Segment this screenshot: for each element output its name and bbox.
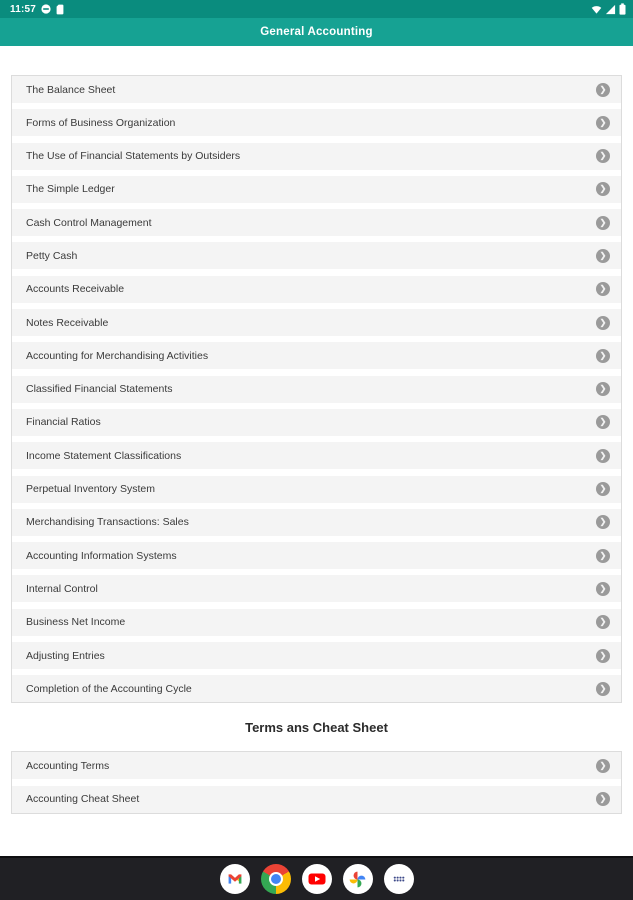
content: [0, 46, 633, 814]
chevron-right-icon: ❯: [596, 316, 610, 330]
list-item[interactable]: [12, 76, 621, 103]
list-item-label: Financial Ratios: [26, 416, 101, 429]
list-item-label: Petty Cash: [26, 249, 78, 262]
list-item-label: The Use of Financial Statements by Outsiders: [26, 150, 241, 163]
list-item[interactable]: [12, 642, 621, 669]
chevron-right-icon: ❯: [596, 615, 610, 629]
section-heading: Terms ans Cheat Sheet: [245, 720, 388, 736]
clock-text: 11:57: [10, 3, 37, 15]
list-item[interactable]: [12, 442, 621, 469]
screenshot-notification-icon: [56, 4, 64, 15]
chevron-right-icon: ❯: [596, 382, 610, 396]
list-item[interactable]: [12, 409, 621, 436]
list-item[interactable]: [12, 276, 621, 303]
signal-icon: [605, 4, 616, 15]
chevron-right-icon: ❯: [596, 83, 610, 97]
dock: [0, 856, 633, 900]
list-item[interactable]: [12, 109, 621, 136]
list-item[interactable]: [12, 509, 621, 536]
list-item[interactable]: [12, 786, 621, 813]
chevron-right-icon: ❯: [596, 515, 610, 529]
list-item-label: Accounting Cheat Sheet: [26, 793, 140, 806]
list-item-label: Internal Control: [26, 582, 98, 595]
list-item[interactable]: [12, 542, 621, 569]
list-item-label: Accounting Terms: [26, 759, 110, 772]
status-bar-right: [591, 3, 626, 15]
chrome-icon-center: [271, 874, 281, 884]
list-item[interactable]: [12, 176, 621, 203]
app-bar: [0, 18, 633, 46]
google-photos-icon[interactable]: [343, 864, 373, 894]
chevron-right-icon: ❯: [596, 282, 610, 296]
list-item-label: Cash Control Management: [26, 216, 152, 229]
list-item-label: Adjusting Entries: [26, 649, 105, 662]
status-bar: [0, 0, 633, 18]
list-item-label: Merchandising Transactions: Sales: [26, 516, 189, 529]
list-item[interactable]: [12, 376, 621, 403]
list-item-label: Completion of the Accounting Cycle: [26, 682, 192, 695]
list-item-label: Perpetual Inventory System: [26, 483, 155, 496]
list-item[interactable]: [12, 309, 621, 336]
chevron-right-icon: ❯: [596, 249, 610, 263]
chevron-right-icon: ❯: [596, 549, 610, 563]
chevron-right-icon: ❯: [596, 759, 610, 773]
chevron-right-icon: ❯: [596, 582, 610, 596]
app-drawer-icon[interactable]: [384, 864, 414, 894]
chevron-right-icon: ❯: [596, 649, 610, 663]
list-item-label: Accounting for Merchandising Activities: [26, 349, 209, 362]
list-item-label: The Balance Sheet: [26, 83, 116, 96]
chevron-right-icon: ❯: [596, 116, 610, 130]
chevron-right-icon: ❯: [596, 682, 610, 696]
list-item[interactable]: [12, 675, 621, 702]
chevron-right-icon: ❯: [596, 216, 610, 230]
list-item-label: Notes Receivable: [26, 316, 109, 329]
chevron-right-icon: ❯: [596, 449, 610, 463]
chevron-right-icon: ❯: [596, 149, 610, 163]
list-item-label: Accounting Information Systems: [26, 549, 177, 562]
wifi-icon: [591, 4, 602, 15]
list-item[interactable]: [12, 209, 621, 236]
chevron-right-icon: ❯: [596, 415, 610, 429]
chevron-right-icon: ❯: [596, 182, 610, 196]
list-item-label: Accounts Receivable: [26, 283, 125, 296]
list-item[interactable]: [12, 242, 621, 269]
list-item[interactable]: [12, 476, 621, 503]
list-item-label: Income Statement Classifications: [26, 449, 182, 462]
chevron-right-icon: ❯: [596, 792, 610, 806]
battery-icon: [619, 3, 626, 15]
youtube-icon[interactable]: [302, 864, 332, 894]
list-item-label: Classified Financial Statements: [26, 383, 173, 396]
list-item[interactable]: [12, 609, 621, 636]
list-item-label: Business Net Income: [26, 616, 126, 629]
chevron-right-icon: ❯: [596, 349, 610, 363]
chrome-icon[interactable]: [261, 864, 291, 894]
list-item[interactable]: [12, 752, 621, 779]
list-item-label: Forms of Business Organization: [26, 116, 176, 129]
do-not-disturb-icon: [41, 4, 51, 14]
list-item[interactable]: [12, 342, 621, 369]
topics-list: [11, 75, 622, 703]
list-item[interactable]: [12, 143, 621, 170]
list-item[interactable]: [12, 575, 621, 602]
chevron-right-icon: ❯: [596, 482, 610, 496]
status-bar-left: [10, 4, 64, 15]
gmail-icon[interactable]: [220, 864, 250, 894]
page-title: General Accounting: [260, 26, 373, 38]
list-item-label: The Simple Ledger: [26, 183, 115, 196]
extras-list: [11, 751, 622, 813]
